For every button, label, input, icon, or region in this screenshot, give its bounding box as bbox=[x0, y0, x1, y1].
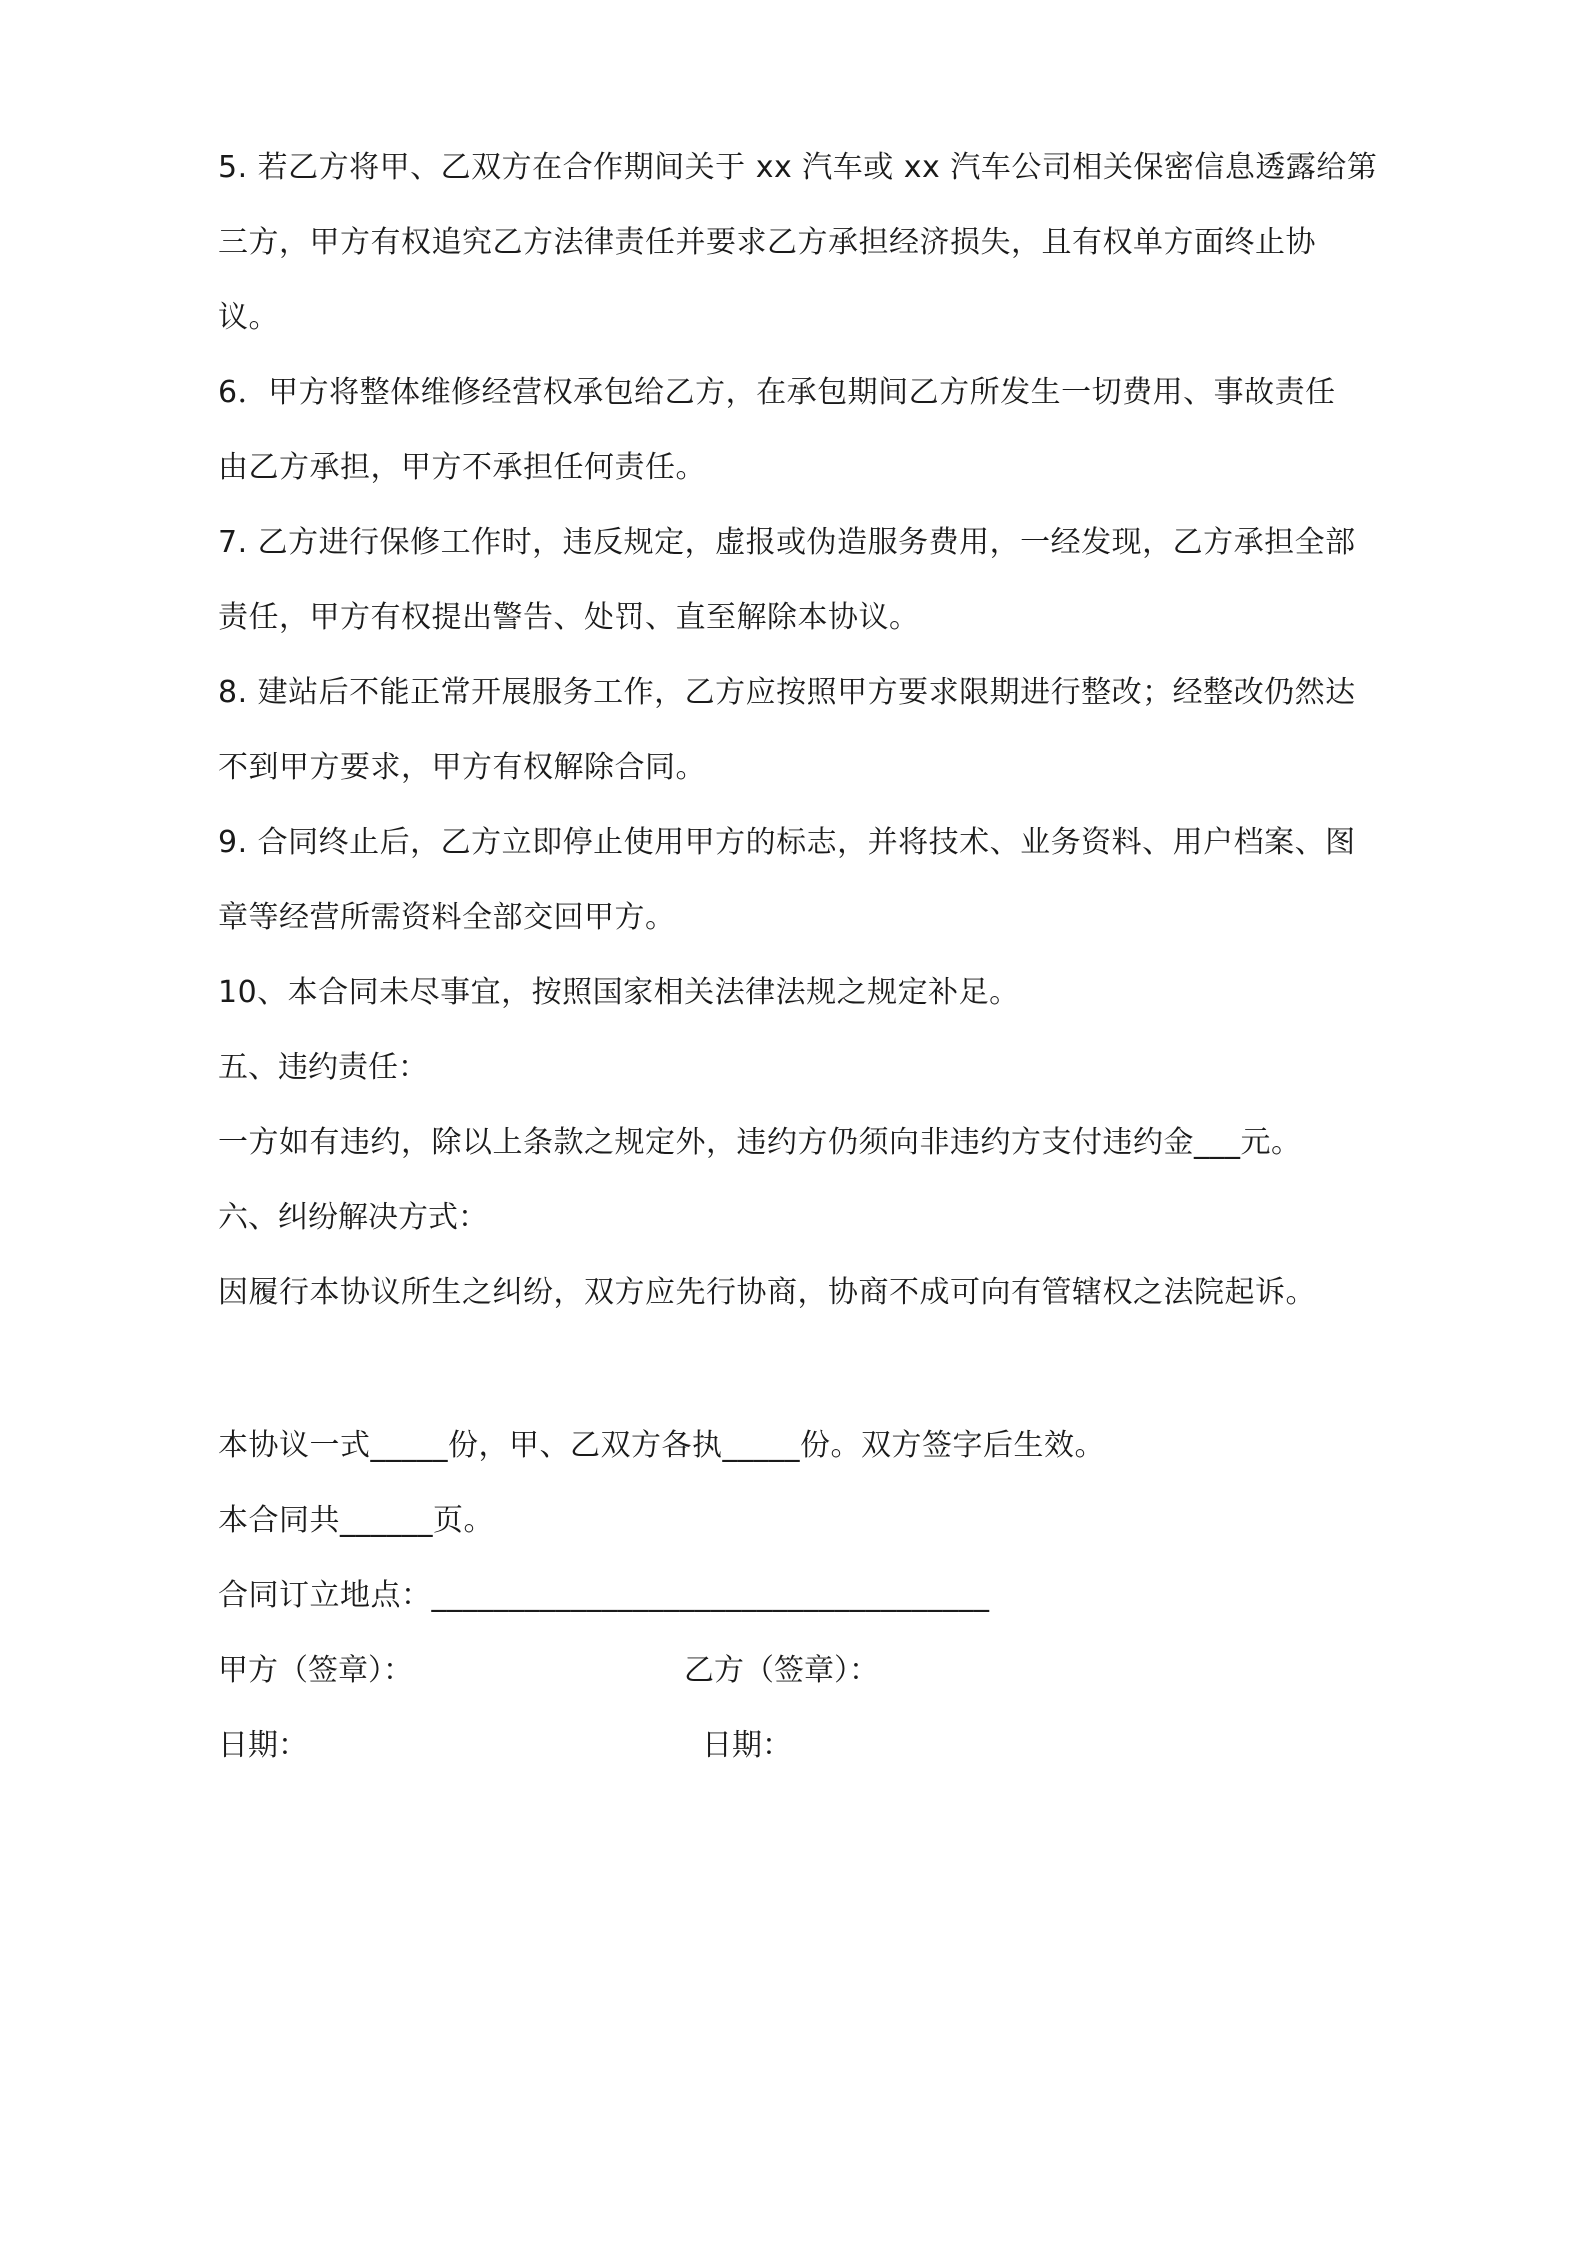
party-b-date-label: 日期： bbox=[702, 1728, 792, 1763]
document-content bbox=[218, 130, 1418, 1783]
clause-6 bbox=[218, 355, 1418, 505]
dispute-section bbox=[218, 1180, 1418, 1330]
section-spacer bbox=[218, 1330, 1418, 1408]
signing-place: 合同订立地点：____________________________________ bbox=[218, 1578, 990, 1613]
clause-5-line-2: 三方，甲方有权追究乙方法律责任并要求乙方承担经济损失，且有权单方面终止协 bbox=[218, 225, 1316, 260]
clause-5-line-3: 议。 bbox=[218, 300, 279, 335]
party-a-seal-label: 甲方（签章）： bbox=[218, 1653, 413, 1688]
clause-5 bbox=[218, 130, 1418, 355]
signature-row bbox=[218, 1633, 1418, 1708]
clause-7-line-2: 责任，甲方有权提出警告、处罚、直至解除本协议。 bbox=[218, 600, 920, 635]
clause-9-line-1: 9. 合同终止后，乙方立即停止使用甲方的标志，并将技术、业务资料、用户档案、图 bbox=[218, 825, 1356, 860]
closing-section bbox=[218, 1408, 1418, 1633]
clause-9 bbox=[218, 805, 1418, 955]
breach-section bbox=[218, 1030, 1418, 1180]
clause-10-line-1: 10、本合同未尽事宜，按照国家相关法律法规之规定补足。 bbox=[218, 975, 1020, 1010]
clause-10 bbox=[218, 955, 1418, 1030]
clause-8-line-2: 不到甲方要求，甲方有权解除合同。 bbox=[218, 750, 706, 785]
page-count-statement: 本合同共______页。 bbox=[218, 1503, 494, 1538]
clause-9-line-2: 章等经营所需资料全部交回甲方。 bbox=[218, 900, 676, 935]
clause-7 bbox=[218, 505, 1418, 655]
clause-6-line-2: 由乙方承担，甲方不承担任何责任。 bbox=[218, 450, 706, 485]
clause-8-line-1: 8. 建站后不能正常开展服务工作，乙方应按照甲方要求限期进行整改；经整改仍然达 bbox=[218, 675, 1356, 710]
clause-5-line-1: 5. 若乙方将甲、乙双方在合作期间关于 xx 汽车或 xx 汽车公司相关保密信息透露给第 bbox=[218, 150, 1378, 185]
party-a-date-label: 日期： bbox=[218, 1728, 308, 1763]
clause-6-line-1: 6．甲方将整体维修经营权承包给乙方，在承包期间乙方所发生一切费用、事故责任 bbox=[218, 375, 1336, 410]
dispute-text: 因履行本协议所生之纠纷，双方应先行协商，协商不成可向有管辖权之法院起诉。 bbox=[218, 1275, 1316, 1310]
clause-7-line-1: 7. 乙方进行保修工作时，违反规定，虚报或伪造服务费用，一经发现，乙方承担全部 bbox=[218, 525, 1356, 560]
party-b-seal-label: 乙方（签章）： bbox=[684, 1653, 879, 1688]
copies-statement: 本协议一式_____份，甲、乙双方各执_____份。双方签字后生效。 bbox=[218, 1428, 1105, 1463]
date-row bbox=[218, 1708, 1418, 1783]
clause-8 bbox=[218, 655, 1418, 805]
dispute-heading: 六、纠纷解决方式： bbox=[218, 1200, 488, 1235]
breach-text: 一方如有违约，除以上条款之规定外，违约方仍须向非违约方支付违约金___元。 bbox=[218, 1125, 1302, 1160]
breach-heading: 五、违约责任： bbox=[218, 1050, 428, 1085]
